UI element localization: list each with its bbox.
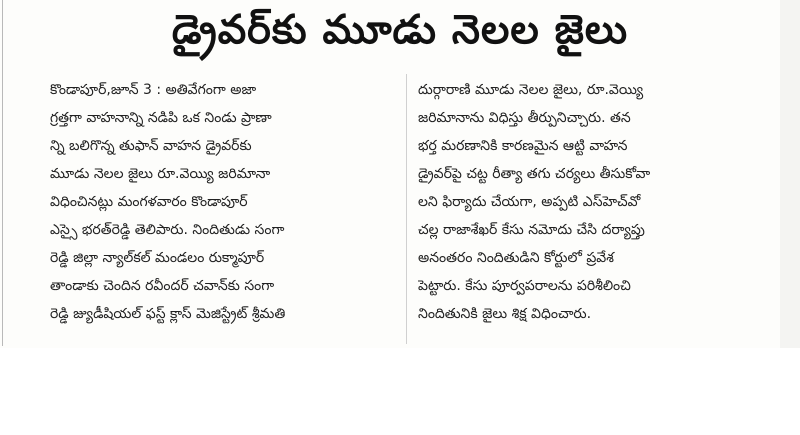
column-divider [406, 74, 407, 344]
article-column-right [418, 76, 743, 328]
article-text-line: మూడు నెలల జైలు రూ.వెయ్యి జరిమానా [50, 166, 271, 182]
article-text-line: ఎస్సై భరత్‌రెడ్డి తెలిపారు. నిందితుడు సంగా [50, 222, 285, 238]
article-text-line: దుర్గారాణి మూడు నెలల జైలు, రూ.వెయ్యి [418, 82, 644, 98]
article-text-line: న్ని బలిగొన్న తుఫాన్ వాహన డ్రైవర్‌కు [50, 138, 252, 154]
article-text-line: అనంతరం నిందితుడిని కోర్టులో ప్రవేశ [418, 250, 614, 266]
article-text-line: భర్త మరణానికి కారణమైన ఆట్టి వాహన [418, 138, 628, 154]
article-text-line: తాండాకు చెందిన రవీందర్ చవాన్‌కు సంగా [50, 278, 275, 294]
article-text-line: లని ఫిర్యాదు చేయగా, అప్పటి ఎస్‌హెచ్‌వో [418, 194, 641, 210]
article-text-line: రెడ్డి జ్యుడీషియల్ ఫస్ట్ క్లాస్ మెజిస్ట్రేట్ శ్రీమతి [50, 306, 286, 322]
article-text-line: కొండాపూర్,జూన్ 3 : అతివేగంగా అజా [50, 82, 257, 98]
article-text-line: డ్రైవర్‌పై చట్ట రీత్యా తగు చర్యలు తీసుకోవా [418, 166, 651, 182]
article-text-line: గ్రత్తగా వాహనాన్ని నడిపి ఒక నిండు ప్రాణా [50, 110, 272, 126]
article-text-line: జరిమానాను విధిస్తు తీర్పునిచ్చారు. తన [418, 110, 631, 126]
article-column-left [50, 76, 400, 328]
article-text-line: పెట్టారు. కేసు పూర్వపరాలను పరిశీలించి [418, 278, 631, 294]
article-text-line: చల్ల రాజాశేఖర్ కేసు నమోదు చేసి దర్యాప్తు [418, 222, 645, 238]
article-text-line: రెడ్డి జిల్లా న్యాల్‌కల్ మండలం రుక్మాపూర్ [50, 250, 265, 266]
article-text-line: నిందితునికి జైలు శిక్ష విధించారు. [418, 306, 592, 322]
article-headline: డ్రైవర్‌కు మూడు నెలల జైలు [171, 7, 629, 53]
article-text-line: విధించినట్లు మంగళవారం కొండాపూర్ [50, 194, 248, 210]
